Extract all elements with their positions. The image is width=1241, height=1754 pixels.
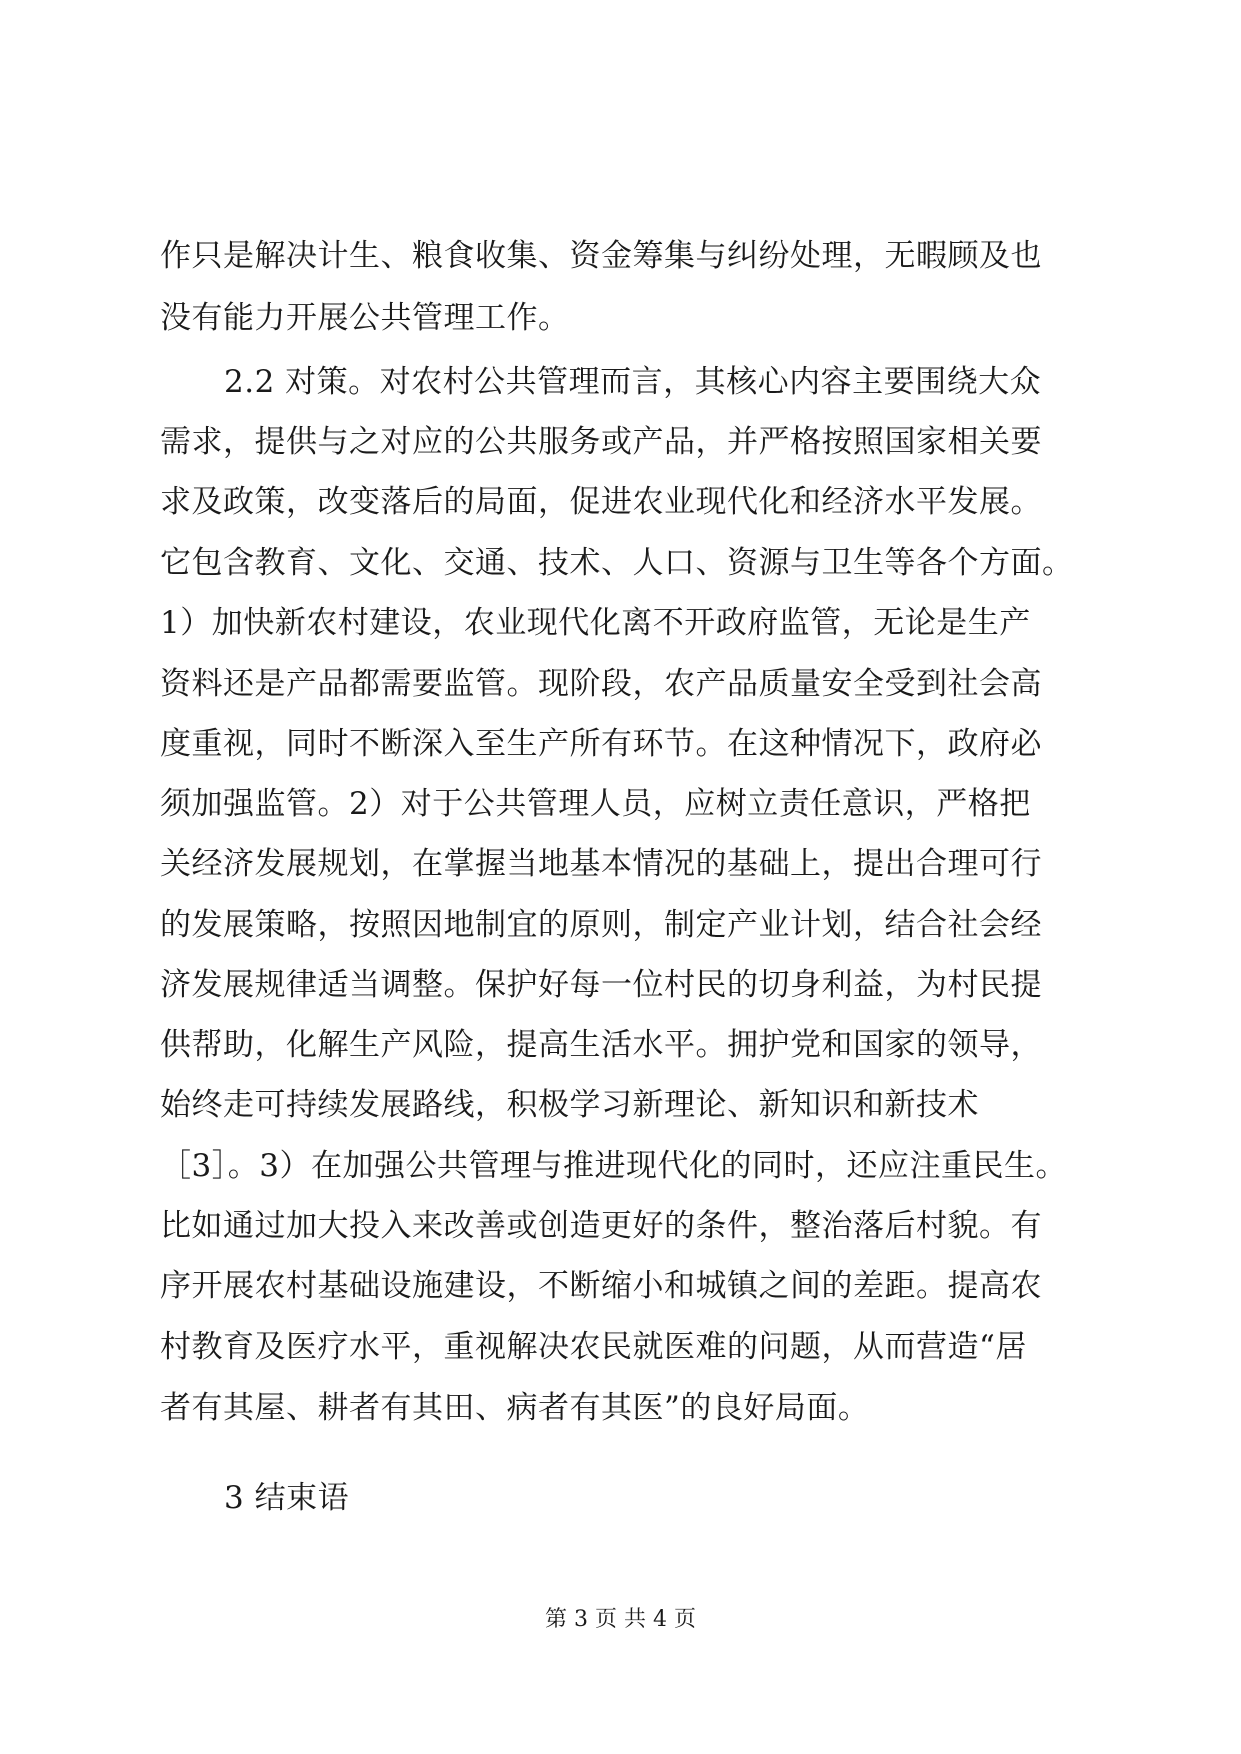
text-line-10: 须加强监管。2）对于公共管理人员，应树立责任意识，严格把 — [160, 786, 1031, 822]
text-line-15: 始终走可持续发展路线，积极学习新理论、新知识和新技术 — [160, 1087, 979, 1123]
text-line-4: 需求，提供与之对应的公共服务或产品，并严格按照国家相关要 — [160, 424, 1042, 460]
text-line-13: 济发展规律适当调整。保护好每一位村民的切身利益，为村民提 — [160, 967, 1042, 1003]
section-3-heading: 3 结束语 — [224, 1480, 350, 1516]
text-line-11: 关经济发展规划，在掌握当地基本情况的基础上，提出合理可行 — [160, 846, 1042, 882]
text-line-8: 资料还是产品都需要监管。现阶段，农产品质量安全受到社会高 — [160, 666, 1042, 702]
text-line-18: 序开展农村基础设施建设，不断缩小和城镇之间的差距。提高农 — [160, 1268, 1042, 1304]
page-number-footer: 第 3 页 共 4 页 — [545, 1607, 696, 1632]
text-line-7: 1）加快新农村建设，农业现代化离不开政府监管，无论是生产 — [160, 605, 1031, 641]
text-line-2: 没有能力开展公共管理工作。 — [160, 300, 570, 336]
text-line-19: 村教育及医疗水平，重视解决农民就医难的问题，从而营造“居 — [160, 1329, 1027, 1365]
section-2-2-heading-line: 2.2 对策。对农村公共管理而言，其核心内容主要围绕大众 — [224, 364, 1042, 400]
text-line-5: 求及政策，改变落后的局面，促进农业现代化和经济水平发展。 — [160, 484, 1042, 520]
text-line-1: 作只是解决计生、粮食收集、资金筹集与纠纷处理，无暇顾及也 — [160, 238, 1042, 274]
text-line-6: 它包含教育、文化、交通、技术、人口、资源与卫生等各个方面。 — [160, 545, 1074, 581]
text-line-17: 比如通过加大投入来改善或创造更好的条件，整治落后村貌。有 — [160, 1208, 1042, 1244]
text-line-12: 的发展策略，按照因地制宜的原则，制定产业计划，结合社会经 — [160, 907, 1042, 943]
text-line-9: 度重视，同时不断深入至生产所有环节。在这种情况下，政府必 — [160, 726, 1042, 762]
text-line-14: 供帮助，化解生产风险，提高生活水平。拥护党和国家的领导， — [160, 1027, 1042, 1063]
text-line-16: ［3］。3）在加强公共管理与推进现代化的同时，还应注重民生。 — [160, 1148, 1067, 1184]
text-line-20: 者有其屋、耕者有其田、病者有其医”的良好局面。 — [160, 1390, 870, 1426]
